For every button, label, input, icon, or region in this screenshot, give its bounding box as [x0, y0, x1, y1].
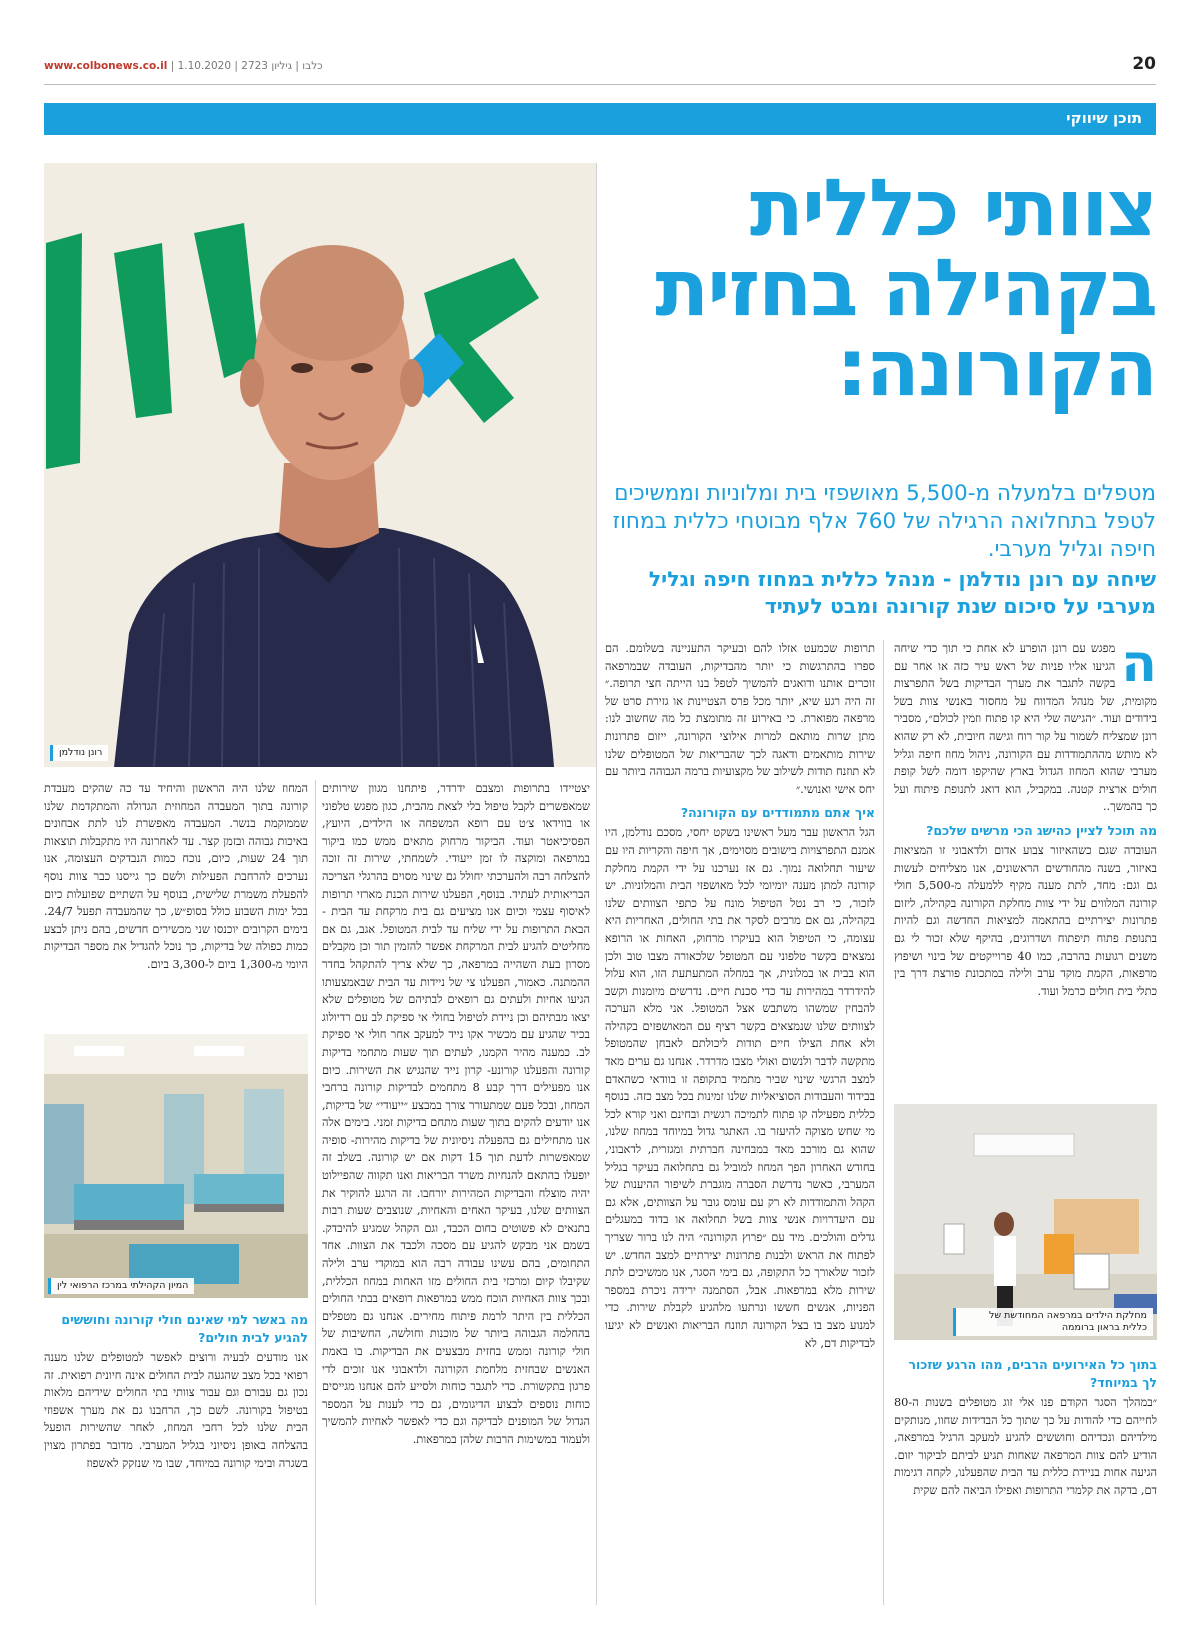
article-column-4: [44, 780, 308, 1020]
article-column-4b: [44, 1305, 308, 1605]
page-header: [44, 54, 1156, 80]
portrait-photo: [44, 163, 597, 767]
column-divider: [596, 163, 597, 1605]
page-title: צוותי כללית בקהילה בחזית הקורונה:: [655, 162, 1156, 414]
section-label: תוכן שיווקי: [1066, 109, 1142, 127]
header-rule: [44, 84, 1156, 85]
dropcap: ה: [1121, 640, 1157, 694]
kids-ward-caption: מחלקת הילדים במרפאה המחודשת של כללית בראון ברוממה: [953, 1308, 1153, 1336]
article-paragraph: תרופות שכמעט אזלו להם ובעיקר התעניינה בשלומם. הם ספרו בהתרגשות כי יותר מהבדיקות, העובדה שבמרפאה זוכרים אותנו ודואגים להמשיך לטפל בנו הייתה חצי תרופה.״ זה היה רגע שיא, יותר מכל פרס הצטיינות או גזירת סרט של מרפאה מפוארת. כי באירוע זה מתומצת כל מה שחשוב לנו: מתן שרות מותאם למרות אילוצי הקורונה, ייזום פתרונות שירות מותאמים ודאגה לכך שהבריאות של המטופלים שלנו לא תוזנח תודות לשילוב של מקצועיות ברמה הגבוהה ביותר עם יחס אישי ואנושי.״: [605, 642, 875, 796]
article-subheading: בתוך כל האירועים הרבים, מהו הרגע שזכור לך במיוחד?: [908, 1357, 1157, 1390]
issue-meta: [44, 60, 323, 72]
article-paragraph: יצטיידו בתרופות ומצבם ידרדר, פיתחנו מגוון שירותים שמאפשרים לקבל טיפול בלי לצאת מהבית, כגון מפגש טלפוני או בווידאו צ׳ט עם רופא המשפחה או הילדים, היועץ, הפסיכיאטר ועוד. הביקור מרחוק מתאים ממש כמו ביקור במרפאה ומוקצה לו זמן ייעודי. לשמחתי, שירות זה זוכה להצלחה רבה ולהערכתי יחולל גם שינוי מסוים בהרגלי הצריכה הבריאותית לעתיד. בנוסף, הפעלנו שירות הכנת מארזי תרופות לאיסוף עצמי וכיום אנו מציעים גם בית מרקחת עד הבית - הבאת התרופות על ידי שליח עד לבית המטופל. אגב, גם אם מחליטים להגיע לבית המרקחת אפשר להזמין תור וכן מקבלים מסרון בעת השהייה במרפאה, כך שלא צריך להתקהל בחדר ההמתנה. כאמור, הפעלנו צי של ניידות עד הבית שבאמצעותו הגיעו אחיות ולעתים גם רופאים לבתיהם של מטופלים שלא יצאו מבתיהם וכן ניידת לטיפול בחולי אי ספיקת לב עם רדיולוג בכיר שהגיע עם מכשיר אקו נייד למעקב אחר חולי אי ספיקת לב. כמענה מהיר הקמנו, לעתים תוך שעות מתחמי בדיקות קורונה והפעלנו קורונע- קרון נייד שהנגיש את השירות. כיום אנו מפעילים דרך קבע 8 מתחמים לבדיקות קורונה ברחבי המחוז, ובכל פעם שמתעורר צורך במבצע ״ייעודי״ של בדיקות, אנו יודעים להקים בתוך שעות מתחם בדיקות זמני. בימים אלה אנו מתחילים גם בהפעלה ניסיונית של בדיקות מהירות- סופיה שמאפשרות לדעת תוך 15 דקות אם יש קורונה. בשלב זה יופעלו בהתאם להנחיות משרד הבריאות ואנו תקווה שהפיילוט יהיה מוצלח והבדיקות המהירות יורחבו. זה הרגע להוקיר את הצוותים שלנו, בעיקר האחים והאחיות, שנוצבים שעות רבות בתנאים לא פשוטים בחום הכבד, וגם הקהל שמגיע להיבדק. בשמם אני מבקש להגיע עם מסכה ולכבד את הצוות. אחד התחומים, בהם עשינו עבודה רבה הוא במוקדי ערב ולילה שקיבלו קיום ומרכזי בית החולים מזו האחות במחוז הכללית, ובכך צוות האחיות הוכח ממש במרפאות רופאים בבתי החולים הכללית בין היתר לרמת פיתוח מחירים. אנחנו גם מטפלים בהחלמה הגבוהה ביותר של מוכנות וחולשה, החשיבות של חולי קורונה וממש בחזית מבצעים את הבדיקות. בו באמת האנשים שבחזית מלחמת הקורונה ולדאבוני אנו זוכים לדי פרגון בתקשורת. כדי לתגבר כוחות ולסייע להם אנחנו מגייסים כוחות נוספים לבצוע הדיגומים, גם כדי לענות על המספר הגדול של המופנים לבדיקה וגם כדי לאפשר לאחיות להמשיך ולעמוד במשימות הרבות שלהן במרפאות.: [322, 782, 590, 1446]
site-url[interactable]: www.colbonews.co.il: [44, 60, 168, 72]
article-column-1b: [894, 1350, 1157, 1605]
article-paragraph: המחוז שלנו היה הראשון והיחיד עד כה שהקים מעבדת קורונה בתוך המעבדה המחוזית הגדולה והמתקדמת שלנו שממוקמת בנשר. המעבדה מאפשרת לנו לתת אבחונים באיכות גבוהה ובזמן קצר. עד לאחרונה היו מתקבלות תוצאות תוך 24 שעות, כיום, נוכח כמות הנבדקים העצומה, אנו נערכים להרחבת הפעילות ולשם כך גייסנו כבר צוות נוסף להפעלת משמרת שלישית, בנוסף על השתיים שפועלות כיום בכל ימות השבוע כולל בסופ״ש, כך שהמעבדה תפעל 24/7. בימים הקרובים יוכנסו שני מכשירים חדשים, בהם ניתן לבצע כמות כפולה של בדיקות, כך נוכל להגדיל את מספר הבדיקות היומי מ-1,300 ביום ל-3,300 ביום.: [44, 782, 308, 971]
page-number: 20: [1132, 54, 1156, 74]
article-paragraph: אנו מודעים לבעיה ורוצים לאפשר למטופלים שלנו מענה רפואי בכל מצב שהגעה לבית החולים אינה חיונית רפואית. זה נכון גם עבורם וגם עבור צוותי בתי החולים שידיהם מלאות בטיפול בקורונה. לשם כך, הרחבנו גם את מערך אשפוזי הבית שלנו לכל רחבי המחוז, לאחר שהשירות הופעל בהצלחה באופן ניסיוני בגליל המערבי. מדובר בפתרון מצוין בשגרה ובימי קורונה במיוחד, שבו מי שנזקק לאשפוז: [44, 1351, 308, 1470]
article-column-1: [894, 640, 1157, 1092]
interview-deck: שיחה עם רונן נודלמן - מנהל כללית במחוז חיפה וגליל מערבי על סיכום שנת קורונה ומבט לעתיד: [648, 567, 1156, 618]
issue-info: | כלבו | גיליון 2723 | 1.10.2020: [170, 60, 323, 72]
kids-ward-photo: [894, 1104, 1157, 1340]
article-subheading: מה באשר למי שאינם חולי קורונה וחוששים להגיע לבית חולים?: [61, 1312, 308, 1345]
article-column-3: [322, 780, 590, 1605]
article-paragraph: ״במהלך הסגר הקודם פנו אלי זוג מטופלים בשנות ה-80 לחייהם כדי להודות על כך שתוך כל הבדידות שחוו, מנותקים מילדיהם ונכדיהם וחוששים להגיע למעקב הרגיל במרפאה, הודיע להם צוות המרפאה שאחות תגיע לביתם לביקור יזום. הגיעה אחות בניידת כללית עד הבית שהפעלנו, לקחה דגימות דם, בדקה את קלמרי התרופות ואפילו הביאה להם שקית: [894, 1396, 1157, 1497]
ward-caption: המיון הקהילתי במרכז הרפואי לין: [48, 1278, 194, 1294]
section-band: [44, 103, 1156, 135]
ward-image: [44, 1034, 308, 1298]
column-divider: [883, 640, 884, 1605]
article-paragraph: העובדה שגם כשהאיזור צבוע אדום ולדאבוני זו המציאות באיזור, בשנה מהחודשים הראשונים, אנו מצליחים לעשות גם וגם: מחד, לתת מענה מקיף ללמעלה מ-5,500 חולי קורונה המלווים על ידי צוות מחלקת הקורונה בקהילה, ליזום פתרונות יצירתיים בהתאמה למציאות החדשה וגם להיות בתנופת פתוח תיפתוח ושדרוגים, בהיקף שלא זכור לי גם משנים רגועות בהרבה, כמו 40 פרוייקטים של בינוי ושיפוץ מרפאות, הקמת מוקד ערב ולילה במתכונת פורצת דרך בין כתלי בית חולים כרמל ועוד.: [894, 843, 1157, 998]
kids-ward-image: [894, 1104, 1157, 1340]
ward-photo: [44, 1034, 308, 1298]
article-subheading: מה תוכל לציין כהישג הכי מרשים שלכם?: [926, 822, 1157, 838]
article-paragraph: הגל הראשון עבר מעל ראשינו בשקט יחסי, מסכם נודלמן, היו אמנם התפרצויות בישובים מסוימים, אך חיפה והקריות היו עם שיעור תחלואה נמוך. גם אז נערכנו על ידי הקמת מחלקת קורונה למתן מענה יומיומי לכל מאושפזי הבית והמלוניות. יש לזכור, כי רב נטל הטיפול מונח על כתפי הצוותים שלנו בקהילה, גם אם מרבים לסקר את בתי החולים, האחריות היא עצומה, כי הטיפול הוא בעיקרו מרחוק, האחות או הרופא נמצאים בקשר טלפוני עם המטופל שלכאורה מצבו טוב ולכן הוא בבית או במלונית, אך במחלה המתעתעת הזו, הוא עלול להידרדר במהירות עד כדי סכנת חיים. נדרשים מיומנות וקשב להבחין שמשהו משתבש אצל המטופל. אני מלא הערכה לצוותים שלנו שנמצאים בקשר רציף עם המאושפזים בקהילה ולא אחת הצילו חיים תודות ליכולתם לאבחן שהמטופל מתקשה לדבר ולנשום ואולי מצבו מדרדר. אנחנו גם ערים מאד למצב הרגשי שינוי שביר מתמיד בתקופה זו בוודאי כשהאדם בבידוד והעבודות הסוציאליות שלנו זמינות בכל מצב כזה. בנוסף כללית מפעילה קו פתוח לתמיכה רגשית ובחינם ואני קורא לכל מי שחש מצוקה להיעזר בו. האתגר גדול במיוחד במחוז שלנו, שהוא גם מורכב מאד במבחינה חברתית ומגזרית, לדאבוני, בחודש האחרון הפך המחוז למוביל גם בתחלואה בעיקר בגליל המערבי, כאשר נדרשת הסברה מוגברת לשיפור ההיענות של הקהל והתמודדות לא רק עם עומס גובר על הצוותים, אלא גם עם היעדרויות אנשי צוות בשל תחלואה או בדוד במעגלים גדלים והולכים. מיד עם ״פרוץ הקורונה״ היה לנו ברור שצריך לפתוח את הראש ולבנות פתרונות יצירתיים למצב החדש. יש לזכור שלאורך כל התקופה, גם בימי הסגר, אנו ממשיכים לתת שירות מלא במרפאות. אבל, הסתמנה ירידה ניכרת במספר הפניות, אנשים חששו ונרתעו מלהגיע לקבלת שירות. כדי למנוע מצב בו בצל הקורונה תוזנח הבריאות ואנשים לא יגיעו לבדיקות דם, לא: [605, 826, 875, 1350]
portrait-image: [44, 163, 597, 767]
subheadline: מטפלים בלמעלה מ-5,500 מאושפזי בית ומלוניות וממשיכים לטפל בתחלואה הרגילה של 760 אלף מבוטחי כללית במחוז חיפה וגליל מערבי.: [612, 481, 1156, 562]
column-divider: [315, 780, 316, 1605]
portrait-caption: רונן נודלמן: [50, 745, 108, 761]
article-paragraph: מפגש עם רונן הופרע לא אחת כי תוך כדי שיחה הגיעו אליו פניות של ראש עיר כזה או אחר עם בקשה לתגבר את מערך הבדיקות בשל התפרצות מקומית, של מנהל המדווח על מחסור באנשי צוות בשל בידודים ועוד. ״הגישה שלי היא קו פתוח וזמין לכולם״, מסביר רונן שמצליח לשמור על קור רוח וגישה חיובית, לא רק שהוא לא מותש מההתמודדות עם הקורונה, ניהול מחוז חיפה וגליל מערבי שהוא המחוז הגדול בארץ שהיקפו דומה לשל קופת חולים ארצית קטנה. במקביל, הוא דואג לתנופת פיתוח ועל כך בהמשך..: [894, 642, 1157, 814]
article-subheading: איך אתם מתמודדים עם הקורונה?: [680, 805, 875, 821]
article-column-2: [605, 640, 875, 1605]
